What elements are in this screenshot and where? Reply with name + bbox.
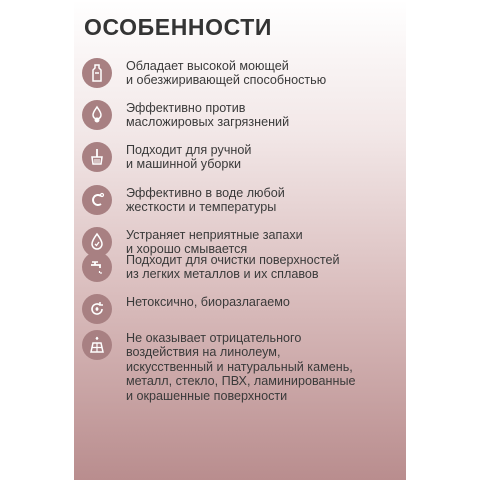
feature-text: Эффективно против масложировых загрязнений <box>126 101 290 130</box>
feature-item <box>82 100 402 130</box>
feature-text: Обладает высокой моющей и обезжиривающей способностью <box>126 59 327 88</box>
grease-drops-icon <box>82 100 112 130</box>
feature-text: Не оказывает отрицательного воздействия на линолеум, искусственный и натуральный камень, металл, стекло, ПВХ, ламинированные и окрашенные поверхности <box>126 331 356 403</box>
page-title: ОСОБЕННОСТИ <box>84 14 273 40</box>
surface-tiles-icon <box>82 330 112 360</box>
feature-item <box>82 142 402 172</box>
brush-icon <box>82 142 112 172</box>
feature-text: Подходит для очистки поверхностей из легких металлов и их сплавов <box>126 253 340 282</box>
feature-text: Устраняет неприятные запахи и хорошо смывается <box>126 228 303 257</box>
features-card <box>74 0 406 480</box>
feature-item <box>82 330 402 403</box>
faucet-icon <box>82 252 112 282</box>
feature-text: Подходит для ручной и машинной уборки <box>126 143 252 172</box>
eco-cycle-icon <box>82 294 112 324</box>
feature-text: Нетоксично, биоразлагаемо <box>126 295 290 309</box>
temperature-icon <box>82 185 112 215</box>
feature-item <box>82 294 402 324</box>
feature-item <box>82 58 402 88</box>
bottle-icon <box>82 58 112 88</box>
feature-text: Эффективно в воде любой жесткости и температуры <box>126 186 285 215</box>
feature-item <box>82 185 402 215</box>
feature-item <box>82 252 402 282</box>
